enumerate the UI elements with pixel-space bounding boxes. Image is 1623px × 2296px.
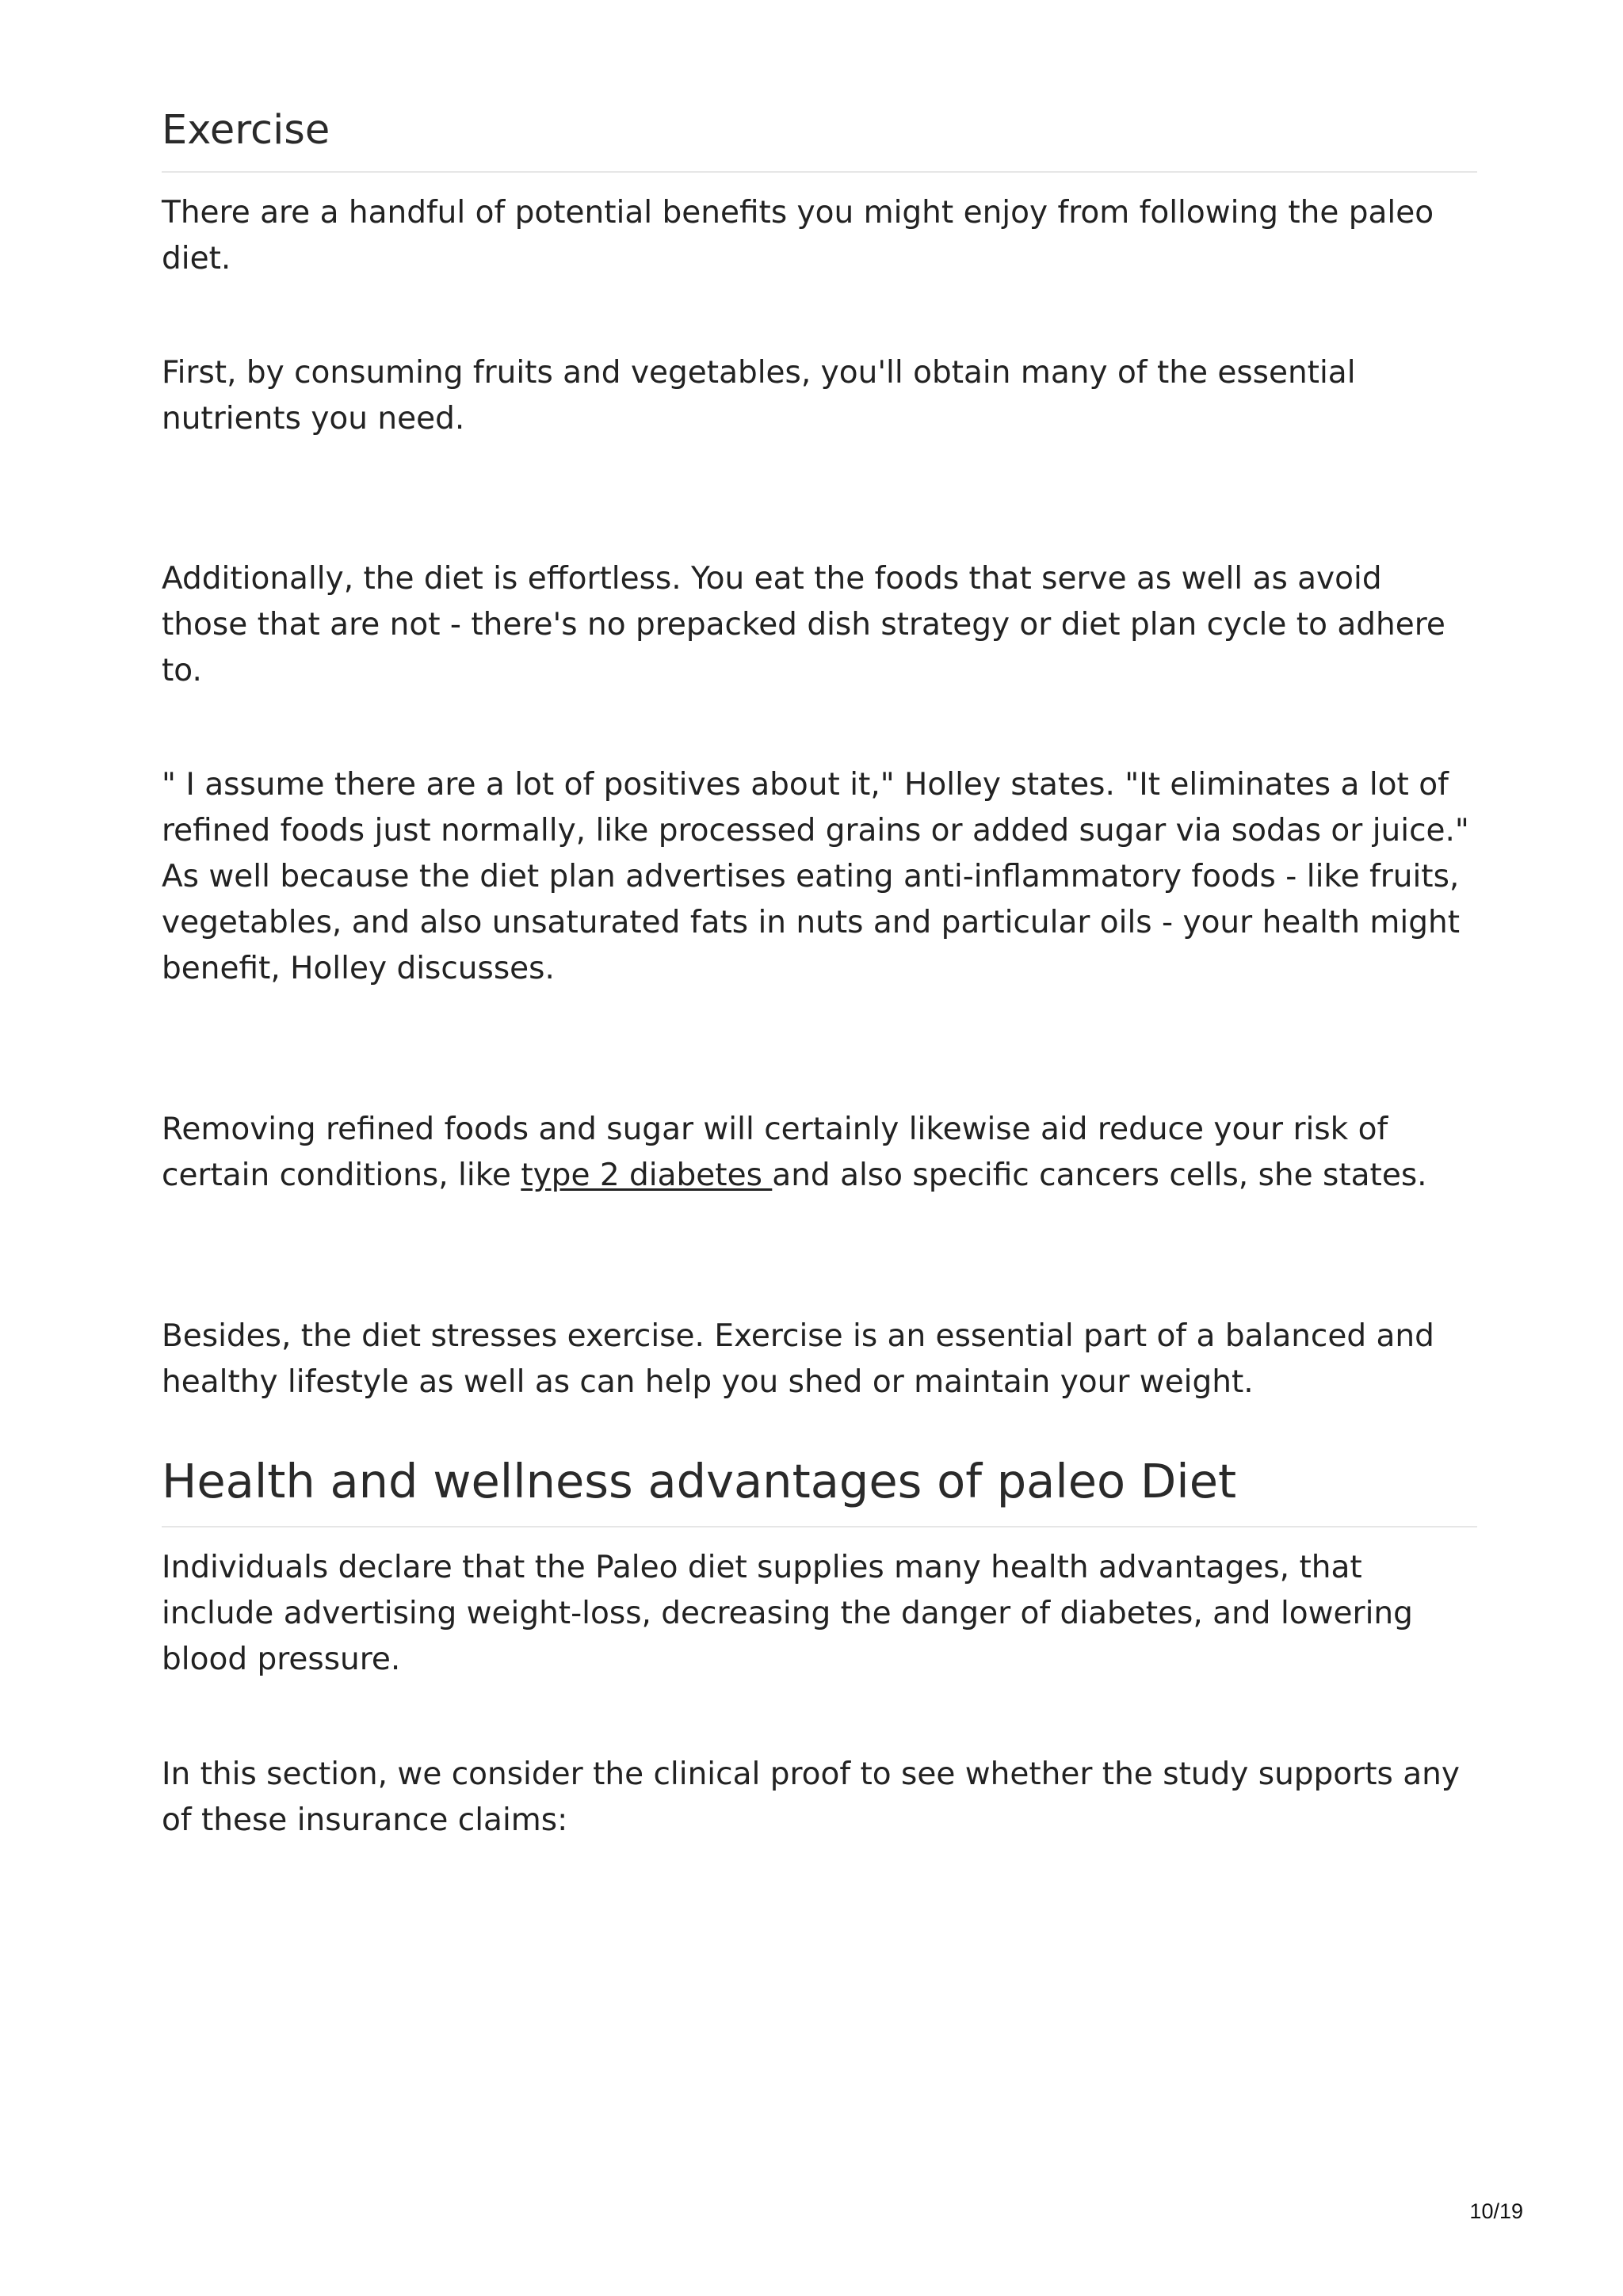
paragraph-text: Besides, the diet stresses exercise. Exercise is an essential part of a balanced and healthy lifestyle as well as can help you shed or maintain your weight. [162, 1318, 1434, 1400]
paragraph-clinical-proof [162, 1752, 1477, 1844]
paragraph-exercise-stress [162, 1314, 1477, 1405]
paragraph-text: First, by consuming fruits and vegetables, you'll obtain many of the essential nutrients you need. [162, 355, 1356, 437]
exercise-heading-block [162, 106, 1477, 154]
paragraph-health-claims [162, 1545, 1477, 1683]
health-advantages-heading: Health and wellness advantages of paleo Diet [162, 1454, 1237, 1508]
paragraph-holley-quote [162, 762, 1477, 992]
exercise-heading-divider [162, 171, 1477, 173]
paragraph-text: Individuals declare that the Paleo diet supplies many health advantages, that include advertising weight-loss, decreasing the danger of diabetes, and lowering blood pressure. [162, 1550, 1413, 1677]
type-2-diabetes-link[interactable]: type 2 diabetes [521, 1158, 773, 1193]
health-heading-divider [162, 1526, 1477, 1527]
paragraph-text: There are a handful of potential benefits you might enjoy from following the paleo diet. [162, 195, 1434, 277]
page-number: 10/19 [1469, 2199, 1523, 2223]
paragraph-text: Additionally, the diet is effortless. You eat the foods that serve as well as avoid those that are not - there's no prepacked dish strategy or diet plan cycle to adhere to. [162, 561, 1445, 688]
paragraph-text-before-link: Removing refined foods and sugar will certainly likewise aid reduce your risk of certain conditions, like [162, 1112, 1388, 1193]
paragraph-text: " I assume there are a lot of positives about it," Holley states. "It eliminates a lot of refined foods just normally, like processed grains or added sugar via sodas or juice." As well because the diet plan advertises eating anti-inflammatory foods - like fruits, vegetables, and also unsaturated fats in nuts and particular oils - your health might benefit, Holley discusses. [162, 767, 1469, 986]
paragraph-risk-reduction [162, 1107, 1477, 1199]
paragraph-text: In this section, we consider the clinical proof to see whether the study supports any of these insurance claims: [162, 1756, 1460, 1838]
health-heading-block [162, 1454, 1477, 1510]
paragraph-fruits-vegetables [162, 350, 1477, 442]
exercise-heading: Exercise [162, 107, 330, 154]
paragraph-text [162, 1107, 1477, 1199]
paragraph-effortless-diet [162, 556, 1477, 694]
paragraph-benefits-intro [162, 190, 1477, 282]
paragraph-text-after-link: and also specific cancers cells, she states. [772, 1158, 1427, 1193]
